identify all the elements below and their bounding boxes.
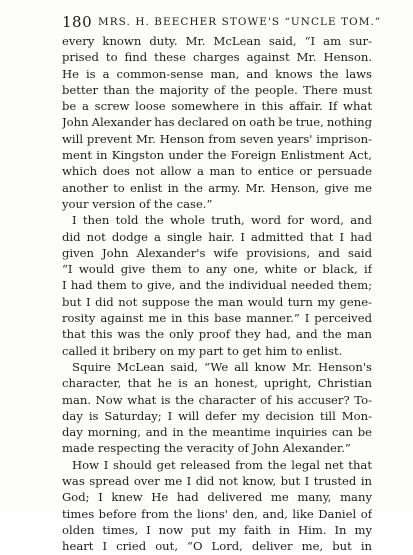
text-line: given John Alexander's wife provisions, and said: [62, 245, 372, 260]
text-line: I had them to give, and the individual needed them;: [62, 278, 372, 293]
body-text: [62, 33, 372, 555]
text-line: but I did not suppose the man would turn my gene-: [62, 294, 372, 309]
text-line: made respecting the veracity of John Alexander.”: [62, 441, 351, 456]
text-line: John Alexander has declared on oath be true, nothing: [62, 115, 372, 130]
text-line: be a screw loose somewhere in this affair. If what: [62, 99, 372, 114]
text-line: better than the majority of the people. There must: [62, 82, 372, 97]
running-head: MRS. H. BEECHER STOWE'S “UNCLE TOM.”: [98, 16, 382, 28]
page-number: 180: [62, 13, 93, 31]
text-line: I then told the whole truth, word for word, and: [72, 213, 372, 228]
text-line: called it bribery on my part to get him to enlist.: [62, 343, 343, 358]
text-line: every known duty. Mr. McLean said, “I am sur-: [62, 34, 372, 48]
text-line: He is a common-sense man, and knows the laws: [62, 66, 372, 81]
text-line: Squire McLean said, “We all know Mr. Henson's: [72, 359, 372, 374]
text-line: did not dodge a single hair. I admitted that I had: [62, 229, 372, 244]
text-line: was spread over me I did not know, but I trusted in: [62, 474, 372, 489]
page-header: [62, 13, 382, 33]
text-line: character, that he is an honest, upright, Christian: [62, 376, 372, 391]
text-line: man. Now what is the character of his accuser? To-: [62, 392, 372, 407]
text-line: times before from the lions' den, and, like Daniel of: [62, 506, 372, 521]
text-line: olden times, I now put my faith in Him. In my: [62, 522, 372, 537]
text-line: day morning, and in the meantime inquiries can be: [62, 425, 372, 440]
text-line: How I should get released from the legal net that: [72, 457, 372, 472]
text-line: “I would give them to any one, white or black, if: [62, 262, 372, 277]
text-line: your version of the case.”: [62, 196, 213, 211]
text-line: prised to find these charges against Mr. Henson.: [62, 50, 372, 65]
text-line: will prevent Mr. Henson from seven years' imprison-: [62, 131, 372, 146]
text-line: day is Saturday; I will defer my decision till Mon-: [62, 408, 372, 423]
text-line: rosity against me in this base manner.” I perceived: [62, 311, 372, 326]
text-line: that this was the only proof they had, and the man: [62, 327, 372, 342]
text-line: God; I knew He had delivered me many, many: [62, 490, 372, 505]
text-line: ment in Kingston under the Foreign Enlistment Act,: [62, 148, 372, 163]
text-line: heart I cried out, “O Lord, deliver me, but in: [62, 539, 372, 554]
text-line: another to enlist in the army. Mr. Henson, give me: [62, 180, 372, 195]
text-line: which does not allow a man to entice or persuade: [62, 164, 372, 179]
